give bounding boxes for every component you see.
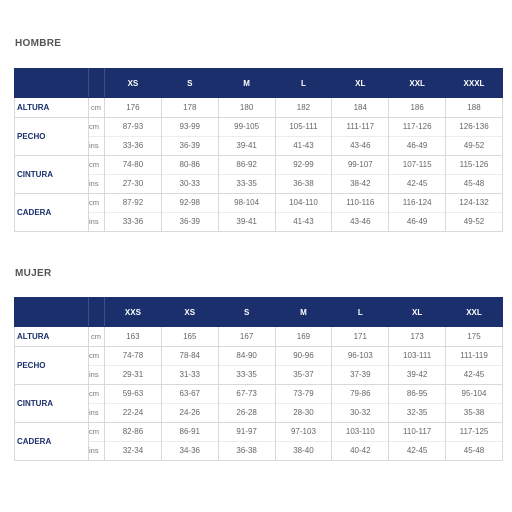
measure-value: 45-48 bbox=[463, 446, 485, 455]
measure-value: 163 bbox=[126, 332, 140, 341]
measure-value: 36-38 bbox=[236, 446, 257, 455]
measure-value: 42-45 bbox=[463, 370, 485, 379]
unit-cell bbox=[89, 347, 105, 385]
unit-label: ins bbox=[89, 446, 99, 455]
value-cell bbox=[218, 327, 275, 347]
value-cell bbox=[105, 327, 162, 347]
value-cell bbox=[161, 385, 218, 423]
measure-label: CADERA bbox=[15, 423, 89, 461]
measure-value: 97-103 bbox=[276, 423, 332, 442]
measure-value: 103-110 bbox=[332, 423, 388, 442]
value-cell bbox=[275, 98, 332, 118]
measure-value: 22-24 bbox=[122, 408, 144, 417]
measure-value: 111-119 bbox=[446, 347, 502, 366]
value-cell bbox=[218, 98, 275, 118]
measure-row-altura bbox=[15, 327, 503, 347]
value-cell bbox=[218, 156, 275, 194]
measure-value: 39-41 bbox=[236, 217, 257, 226]
unit-cell bbox=[89, 194, 105, 232]
section-title-mujer: MUJER bbox=[15, 268, 52, 279]
measure-value: 169 bbox=[296, 332, 311, 341]
measure-value: 117-125 bbox=[446, 423, 502, 442]
measure-value: 173 bbox=[410, 332, 424, 341]
measure-value: 99-105 bbox=[219, 118, 275, 137]
measure-value: 176 bbox=[126, 103, 140, 112]
value-cell bbox=[332, 347, 389, 385]
unit-label: cm bbox=[91, 332, 101, 341]
value-cell bbox=[446, 156, 503, 194]
measure-label: CINTURA bbox=[15, 156, 89, 194]
measure-value: 188 bbox=[467, 103, 481, 112]
measure-value: 49-52 bbox=[463, 217, 485, 226]
measure-value: 111-117 bbox=[332, 118, 388, 137]
measure-value: 180 bbox=[239, 103, 254, 112]
value-cell bbox=[105, 423, 162, 461]
measure-value: 91-97 bbox=[219, 423, 275, 442]
measure-value: 87-93 bbox=[105, 118, 161, 137]
measure-value: 86-95 bbox=[389, 385, 445, 404]
measure-value: 186 bbox=[410, 103, 424, 112]
measure-label: CADERA bbox=[15, 194, 89, 232]
value-cell bbox=[105, 347, 162, 385]
measure-value: 92-99 bbox=[276, 156, 332, 175]
unit-cell bbox=[89, 156, 105, 194]
measure-value: 28-30 bbox=[293, 408, 314, 417]
value-cell bbox=[332, 98, 389, 118]
measure-value: 98-104 bbox=[219, 194, 275, 213]
value-cell bbox=[446, 385, 503, 423]
value-cell bbox=[105, 98, 162, 118]
value-cell bbox=[218, 385, 275, 423]
unit-cell bbox=[89, 385, 105, 423]
value-cell bbox=[389, 385, 446, 423]
value-cell bbox=[161, 423, 218, 461]
size-header: M bbox=[218, 69, 275, 98]
measure-value: 36-38 bbox=[293, 179, 314, 188]
value-cell bbox=[446, 98, 503, 118]
measure-value: 36-39 bbox=[179, 141, 200, 150]
measure-value: 59-63 bbox=[105, 385, 161, 404]
measure-value: 35-37 bbox=[293, 370, 314, 379]
measure-row-cadera bbox=[15, 423, 503, 461]
header-unit-cell bbox=[89, 69, 105, 98]
measure-value: 115-126 bbox=[446, 156, 502, 175]
measure-row-pecho bbox=[15, 118, 503, 156]
size-header: XS bbox=[161, 298, 218, 327]
measure-value: 43-46 bbox=[350, 217, 371, 226]
measure-value: 40-42 bbox=[350, 446, 371, 455]
size-header: XS bbox=[105, 69, 162, 98]
header-unit-cell bbox=[89, 298, 105, 327]
size-table-mujer bbox=[14, 297, 503, 461]
measure-label: PECHO bbox=[15, 347, 89, 385]
measure-value: 184 bbox=[353, 103, 367, 112]
size-header: XL bbox=[389, 298, 446, 327]
measure-row-cintura bbox=[15, 156, 503, 194]
measure-value: 42-45 bbox=[406, 179, 428, 188]
measure-value: 178 bbox=[183, 103, 197, 112]
measure-value: 110-116 bbox=[332, 194, 388, 213]
measure-value: 39-42 bbox=[406, 370, 428, 379]
value-cell bbox=[161, 327, 218, 347]
value-cell bbox=[389, 347, 446, 385]
measure-value: 32-34 bbox=[122, 446, 144, 455]
measure-value: 35-38 bbox=[463, 408, 485, 417]
measure-value: 33-36 bbox=[122, 217, 144, 226]
measure-value: 29-31 bbox=[122, 370, 144, 379]
measure-value: 33-35 bbox=[236, 370, 257, 379]
measure-value: 45-48 bbox=[463, 179, 485, 188]
measure-value: 36-39 bbox=[179, 217, 200, 226]
unit-label: cm bbox=[89, 385, 104, 404]
value-cell bbox=[105, 385, 162, 423]
value-cell bbox=[446, 327, 503, 347]
size-header: XL bbox=[332, 69, 389, 98]
measure-value: 41-43 bbox=[293, 217, 314, 226]
measure-value: 124-132 bbox=[446, 194, 502, 213]
measure-value: 105-111 bbox=[276, 118, 332, 137]
measure-value: 73-79 bbox=[276, 385, 332, 404]
measure-value: 95-104 bbox=[446, 385, 502, 404]
measure-value: 84-90 bbox=[219, 347, 275, 366]
value-cell bbox=[275, 156, 332, 194]
value-cell bbox=[161, 156, 218, 194]
unit-label: cm bbox=[89, 194, 104, 213]
value-cell bbox=[332, 194, 389, 232]
measure-value: 107-115 bbox=[389, 156, 445, 175]
measure-value: 46-49 bbox=[406, 217, 428, 226]
value-cell bbox=[105, 194, 162, 232]
unit-cell bbox=[89, 327, 105, 347]
measure-value: 31-33 bbox=[179, 370, 200, 379]
value-cell bbox=[275, 423, 332, 461]
value-cell bbox=[389, 194, 446, 232]
header-row bbox=[15, 298, 503, 327]
unit-cell bbox=[89, 98, 105, 118]
value-cell bbox=[332, 118, 389, 156]
value-cell bbox=[389, 156, 446, 194]
size-table-hombre bbox=[14, 68, 503, 232]
unit-label: cm bbox=[89, 118, 104, 137]
value-cell bbox=[275, 385, 332, 423]
unit-label: ins bbox=[89, 179, 99, 188]
measure-value: 110-117 bbox=[389, 423, 445, 442]
value-cell bbox=[446, 423, 503, 461]
size-header: L bbox=[332, 298, 389, 327]
size-header: XXS bbox=[105, 298, 162, 327]
measure-value: 171 bbox=[353, 332, 367, 341]
unit-label: ins bbox=[89, 141, 99, 150]
measure-value: 49-52 bbox=[463, 141, 485, 150]
measure-value: 167 bbox=[239, 332, 254, 341]
measure-row-cintura bbox=[15, 385, 503, 423]
measure-value: 32-35 bbox=[406, 408, 428, 417]
measure-value: 86-91 bbox=[162, 423, 218, 442]
measure-value: 38-42 bbox=[350, 179, 371, 188]
measure-value: 96-103 bbox=[332, 347, 388, 366]
unit-label: cm bbox=[89, 156, 104, 175]
value-cell bbox=[446, 194, 503, 232]
unit-label: cm bbox=[91, 103, 101, 112]
size-header: XXL bbox=[446, 298, 503, 327]
size-header: S bbox=[161, 69, 218, 98]
value-cell bbox=[275, 118, 332, 156]
measure-value: 79-86 bbox=[332, 385, 388, 404]
header-row bbox=[15, 69, 503, 98]
value-cell bbox=[161, 98, 218, 118]
measure-label: ALTURA bbox=[15, 327, 89, 347]
value-cell bbox=[389, 327, 446, 347]
value-cell bbox=[218, 118, 275, 156]
value-cell bbox=[161, 118, 218, 156]
measure-value: 26-28 bbox=[236, 408, 257, 417]
measure-row-altura bbox=[15, 98, 503, 118]
measure-value: 42-45 bbox=[406, 446, 428, 455]
section-title-hombre: HOMBRE bbox=[15, 38, 62, 49]
measure-label: ALTURA bbox=[15, 98, 89, 118]
value-cell bbox=[218, 423, 275, 461]
measure-value: 99-107 bbox=[332, 156, 388, 175]
value-cell bbox=[218, 194, 275, 232]
measure-value: 43-46 bbox=[350, 141, 371, 150]
value-cell bbox=[275, 327, 332, 347]
measure-value: 27-30 bbox=[122, 179, 144, 188]
size-header: M bbox=[275, 298, 332, 327]
value-cell bbox=[105, 156, 162, 194]
unit-label: ins bbox=[89, 408, 99, 417]
measure-value: 90-96 bbox=[276, 347, 332, 366]
measure-value: 30-33 bbox=[179, 179, 200, 188]
value-cell bbox=[389, 423, 446, 461]
value-cell bbox=[218, 347, 275, 385]
value-cell bbox=[275, 194, 332, 232]
unit-label: ins bbox=[89, 370, 99, 379]
measure-value: 33-35 bbox=[236, 179, 257, 188]
measure-value: 175 bbox=[467, 332, 481, 341]
value-cell bbox=[161, 194, 218, 232]
measure-value: 82-86 bbox=[105, 423, 161, 442]
measure-value: 41-43 bbox=[293, 141, 314, 150]
measure-value: 39-41 bbox=[236, 141, 257, 150]
measure-value: 165 bbox=[183, 332, 197, 341]
value-cell bbox=[389, 118, 446, 156]
value-cell bbox=[332, 385, 389, 423]
measure-value: 38-40 bbox=[293, 446, 314, 455]
measure-value: 46-49 bbox=[406, 141, 428, 150]
value-cell bbox=[105, 118, 162, 156]
size-header: XXL bbox=[389, 69, 446, 98]
measure-value: 182 bbox=[296, 103, 311, 112]
measure-value: 74-80 bbox=[105, 156, 161, 175]
unit-label: cm bbox=[89, 423, 104, 442]
unit-cell bbox=[89, 423, 105, 461]
unit-cell bbox=[89, 118, 105, 156]
measure-label: PECHO bbox=[15, 118, 89, 156]
measure-row-pecho bbox=[15, 347, 503, 385]
measure-value: 126-136 bbox=[446, 118, 502, 137]
value-cell bbox=[446, 118, 503, 156]
measure-value: 87-92 bbox=[105, 194, 161, 213]
size-header: XXXL bbox=[446, 69, 503, 98]
value-cell bbox=[389, 98, 446, 118]
measure-value: 63-67 bbox=[162, 385, 218, 404]
value-cell bbox=[332, 156, 389, 194]
measure-value: 78-84 bbox=[162, 347, 218, 366]
measure-value: 37-39 bbox=[350, 370, 371, 379]
header-blank-cell bbox=[15, 298, 89, 327]
value-cell bbox=[332, 423, 389, 461]
measure-value: 86-92 bbox=[219, 156, 275, 175]
measure-label: CINTURA bbox=[15, 385, 89, 423]
measure-value: 104-110 bbox=[276, 194, 332, 213]
measure-value: 103-111 bbox=[389, 347, 445, 366]
measure-value: 80-86 bbox=[162, 156, 218, 175]
value-cell bbox=[275, 347, 332, 385]
measure-value: 93-99 bbox=[162, 118, 218, 137]
measure-value: 117-126 bbox=[389, 118, 445, 137]
header-blank-cell bbox=[15, 69, 89, 98]
size-header: L bbox=[275, 69, 332, 98]
measure-value: 74-78 bbox=[105, 347, 161, 366]
measure-value: 67-73 bbox=[219, 385, 275, 404]
value-cell bbox=[332, 327, 389, 347]
measure-row-cadera bbox=[15, 194, 503, 232]
size-header: S bbox=[218, 298, 275, 327]
measure-value: 30-32 bbox=[350, 408, 371, 417]
measure-value: 33-36 bbox=[122, 141, 144, 150]
unit-label: cm bbox=[89, 347, 104, 366]
value-cell bbox=[161, 347, 218, 385]
measure-value: 24-26 bbox=[179, 408, 200, 417]
measure-value: 34-36 bbox=[179, 446, 200, 455]
measure-value: 116-124 bbox=[389, 194, 445, 213]
value-cell bbox=[446, 347, 503, 385]
unit-label: ins bbox=[89, 217, 99, 226]
measure-value: 92-98 bbox=[162, 194, 218, 213]
